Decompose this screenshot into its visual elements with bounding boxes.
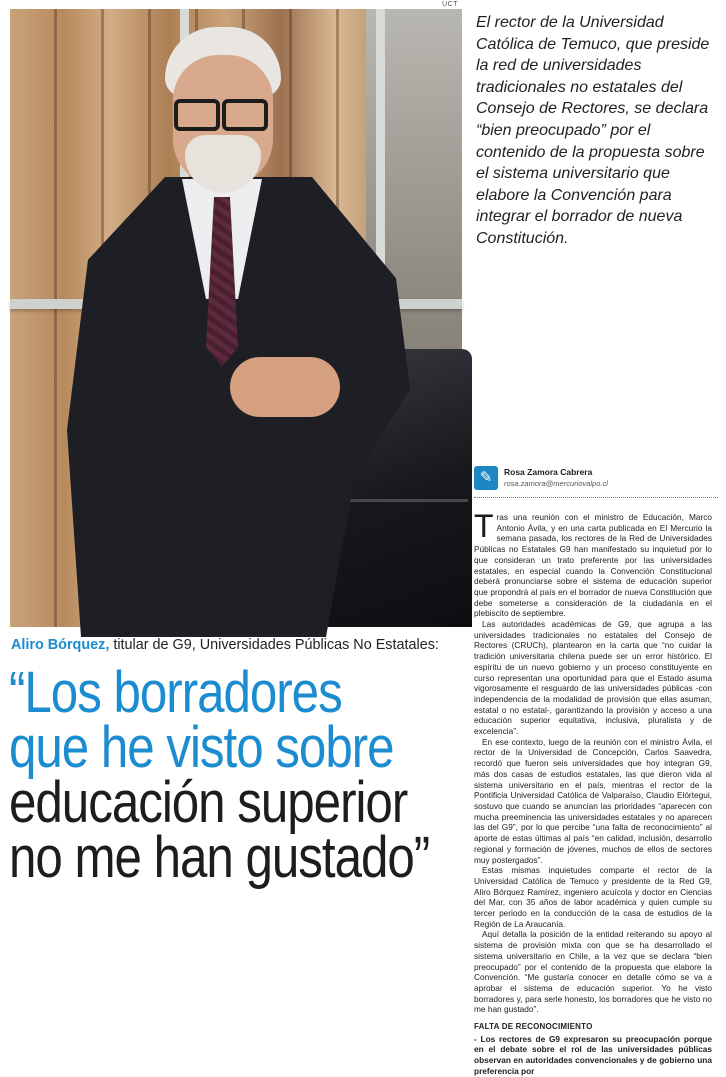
glasses-lens-left: [174, 99, 220, 131]
article-body: [474, 508, 712, 1077]
glasses-lens-right: [222, 99, 268, 131]
intro-deck: El rector de la Universidad Católica de Temuco, que preside la red de universidades tradicionales no estatales del Consejo de Rectores, se declara “bien preocupado” por el contenido de la propuesta sobre el sistema universitario que elabore la Convención para integrar el borrador de nueva Constitución.: [476, 14, 710, 247]
folded-hands: [230, 357, 340, 417]
kicker-text: titular de G9, Universidades Públicas No Estatales:: [109, 637, 439, 653]
highlight-paragraph: - Los rectores de G9 expresaron su preocupación porque en el debate sobre el rol de las universidades públicas observan en autoridades convencionales y de gobierno una preferencia por: [474, 1033, 712, 1076]
headline-line-4: no me han gustado”: [9, 825, 430, 890]
chair-seam: [338, 499, 468, 502]
section-subhead: FALTA DE RECONOCIMIENTO: [474, 1022, 593, 1032]
author-name: Rosa Zamora Cabrera: [504, 467, 593, 477]
body-paragraph: Estas mismas inquietudes comparte el rector de la Universidad Católica de Temuco y presidente de la Red G9, Aliro Bórquez Ramírez, ingeniero acuícola y doctor en Ciencias del Mar, con 35 años de labor académica y quien cumple su tercer periodo en la conducción de la casa de estudios de la Región de La Araucanía.: [474, 865, 712, 929]
author-email[interactable]: rosa.zamora@mercuriovalpo.cl: [504, 479, 608, 488]
byline-divider: [474, 497, 718, 498]
quill-pen-icon: ✎: [474, 466, 498, 490]
body-paragraph: [474, 508, 712, 619]
portrait-photo: [10, 9, 462, 627]
kicker-name: Aliro Bórquez,: [11, 637, 110, 653]
photo-credit: UCT: [442, 1, 458, 8]
body-paragraph: Aquí detalla la posición de la entidad reiterando su apoyo al sistema de provisión mixta con que se ha desarrollado el sistema universitario en Chile, a la vez que se declara “bien preocupado” por el contenido de la propuesta que elabore la Convención. “Me gustaría conocer en detalle cómo se va a aprobar el sistema de educación superior. Yo he visto borradores y, para serle honesto, los borradores que he visto no me han gustado”.: [474, 929, 712, 1015]
body-paragraph: Las autoridades académicas de G9, que agrupa a las universidades tradicionales no estatales del Consejo de Rectores (CRUCh), plantearon en la carta que “no cuidar la tradición universitaria chilena puede ser un error histórico. El espíritu de un nuevo gobierno y un proceso constituyente en curso representan una oportunidad para que el Estado asuma vigorosamente el resguardo de las universidades públicas -con independencia de la modalidad de provisión que ellas asuman, estatal o no estatal-, garantizando la provisión y acceso a una educación superior equitativa, inclusiva, pluralista y de excelencia”.: [474, 619, 712, 737]
headline-line-3: educación superior: [9, 770, 408, 835]
drop-cap: T: [474, 508, 494, 544]
headline-line-1: “Los borradores: [9, 660, 342, 725]
headline-line-2: que he visto sobre: [9, 715, 394, 780]
headline: [9, 660, 430, 890]
body-paragraph-text: ras una reunión con el ministro de Educación, Marco Antonio Ávila, y en una carta publicada en El Mercurio la semana pasada, los rectores de la Red de Universidades Públicas no Estatales G9 han manifestado su inquietud por lo que consideran un trato preferente por las universidades estatales, en especial cuando la Convención Constitucional deberá pronunciarse sobre el sistema de educación superior que propondrá al país en el borrador de nueva Constitución que debe someterse a consideración de la ciudadanía en el plebiscito de septiembre.: [474, 512, 712, 619]
headline-kicker: [11, 636, 471, 654]
body-paragraph: En ese contexto, luego de la reunión con el ministro Ávila, el rector de la Universidad de Concepción, Carlos Saavedra, recordó que fueron seis universidades que hoy integran G9, más dos casas de estudios estatales, las que dieron vida al sistema universitario en el país, mientras el rector de la Pontificia Universidad Católica de Valparaíso, Claudio Elórtegui, sostuvo que cuando se anuncian las prioridades “aparecen con mucha preeminencia las universidades estatales y no aparecen las del G9”, por lo que percibe “una falta de reconocimiento” al aporte de estas últimas al país “en calidad, inclusión, desarrollo regional y formación de jóvenes, muchos de ellos de sectores muy postergados”.: [474, 736, 712, 865]
